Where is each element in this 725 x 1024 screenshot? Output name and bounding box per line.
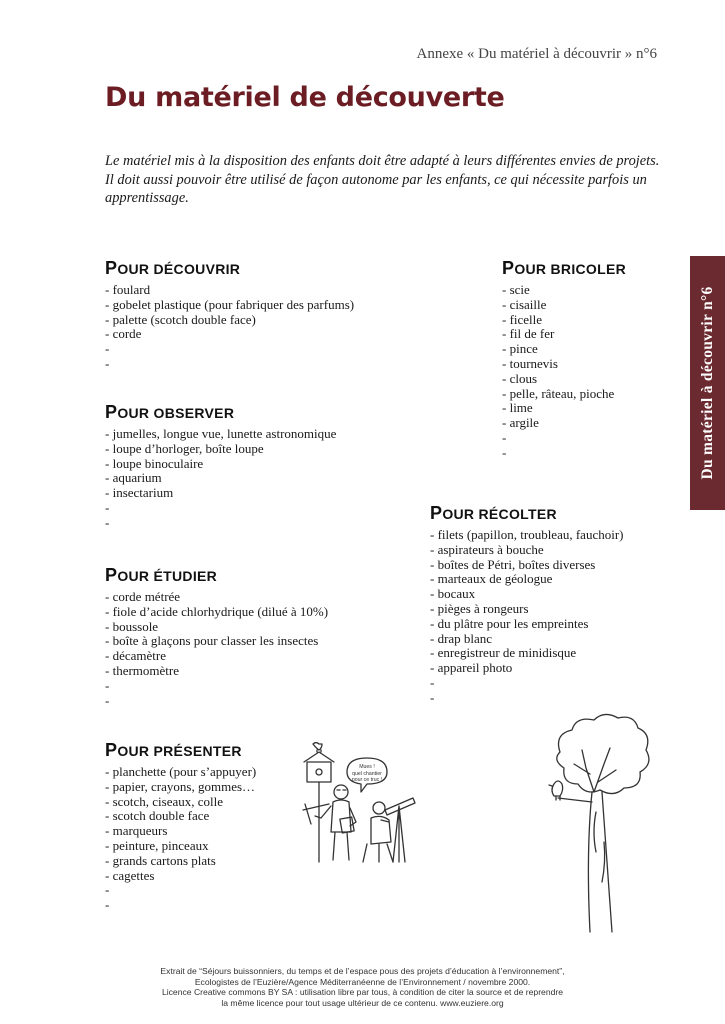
annex-label: Annexe « Du matériel à découvrir » n°6 [416,46,657,62]
list-item: - tournevis [502,355,558,371]
list-item: - décamètre [105,648,166,664]
list-item: - corde métrée [105,589,181,604]
observers-illustration [295,740,420,865]
list-item: - boîte à glaçons pour classer les insectes [105,633,319,649]
list-item: - gobelet plastique (pour fabriquer des parfums) [105,296,355,312]
section-etudier [105,565,328,708]
list-item: - aspirateurs à bouche [430,541,544,557]
list-item: - insectarium [105,485,174,501]
item-list [105,427,336,531]
item-list [430,528,624,706]
footer-line-4: la même licence pour tout usage ultérieur de ce contenu. www.euziere.org [221,997,504,1008]
bubble-line-3: pour ce truc ! [351,777,383,783]
list-item: - du plâtre pour les empreintes [430,615,589,631]
list-item: - cagettes [105,867,155,883]
list-item: - [105,692,110,708]
list-item: - [430,674,435,690]
list-item: - [502,429,507,445]
section-title: POUR DÉCOUVRIR [105,258,241,278]
list-item: - [430,689,435,705]
list-item: - aquarium [105,470,162,486]
list-item: - argile [502,415,539,431]
intro-paragraph: Le matériel mis à la disposition des enfants doit être adapté à leurs différentes envies de projets. Il doit aussi pouvoir être utilisé de façon autonome par les enfants, ce qui nécessite parfois un apprentissage. [105,153,660,206]
item-list [105,590,328,708]
list-item: - [105,341,110,357]
list-item: - grands cartons plats [105,852,216,868]
list-item: - jumelles, longue vue, lunette astronomique [105,426,337,441]
list-item: - bocaux [430,586,476,602]
section-title: POUR ÉTUDIER [105,565,218,585]
list-item: - [105,499,110,515]
footer [0,966,725,1008]
list-item: - peinture, pinceaux [105,837,209,853]
list-item: - scie [502,282,530,297]
list-item: - pince [502,341,538,357]
item-list [502,283,626,461]
list-item: - loupe d’horloger, boîte loupe [105,440,264,456]
item-list [105,765,256,913]
list-item: - fiole d’acide chlorhydrique (dilué à 10%) [105,603,329,619]
list-item: - [105,882,110,898]
section-observer [105,402,336,531]
list-item: - corde [105,326,142,342]
item-list [105,283,354,372]
list-item: - appareil photo [430,660,513,676]
list-item: - ficelle [502,311,543,327]
list-item: - [105,355,110,371]
footer-line-3: Licence Creative commons BY SA : utilisation libre par tous, à condition de citer la source et de reprendre [161,987,564,998]
list-item: - planchette (pour s’appuyer) [105,764,257,779]
list-item: - pelle, râteau, pioche [502,385,615,401]
list-item: - loupe binoculaire [105,455,204,471]
list-item: - scotch, ciseaux, colle [105,793,224,809]
section-title: POUR PRÉSENTER [105,740,242,760]
section-presenter [105,740,256,913]
list-item: - drap blanc [430,630,493,646]
list-item: - scotch double face [105,808,210,824]
list-item: - foulard [105,282,151,297]
section-title: POUR RÉCOLTER [430,503,557,523]
footer-line-2: Ecologistes de l’Euzière/Agence Méditerranéenne de l’Environnement / novembre 2000. [194,976,531,987]
list-item: - pièges à rongeurs [430,600,529,616]
list-item: - fil de fer [502,326,555,342]
list-item: - thermomètre [105,662,179,678]
list-item: - [105,897,110,913]
bubble-line-2: quel chantier [352,771,382,777]
list-item: - filets (papillon, troubleau, fauchoir) [430,527,624,542]
list-item: - lime [502,400,533,416]
bubble-line-1: Mues ! [359,764,375,770]
side-tab-label: Du matériel à découvrir n°6 [698,286,716,480]
page-title: Du matériel de découverte [105,82,505,113]
list-item: - clous [502,370,538,386]
list-item: - marqueurs [105,823,168,839]
section-decouvrir [105,258,354,372]
section-recolter [430,503,624,706]
list-item: - enregistreur de minidisque [430,645,577,661]
list-item: - cisaille [502,296,547,312]
footer-line-1: Extrait de “Séjours buissonniers, du temps et de l’espace pous des projets d’éducation à l’environnement”, [160,966,565,976]
list-item: - [105,677,110,693]
list-item: - [105,514,110,530]
list-item: - papier, crayons, gommes… [105,778,256,794]
section-bricoler [502,258,626,461]
list-item: - marteaux de géologue [430,571,553,587]
side-tab [690,256,725,510]
tree-bird-illustration [540,712,655,934]
list-item: - [502,444,507,460]
list-item: - boîtes de Pétri, boîtes diverses [430,556,596,572]
section-title: POUR BRICOLER [502,258,627,278]
list-item: - palette (scotch double face) [105,311,256,327]
section-title: POUR OBSERVER [105,402,235,422]
list-item: - boussole [105,618,159,634]
